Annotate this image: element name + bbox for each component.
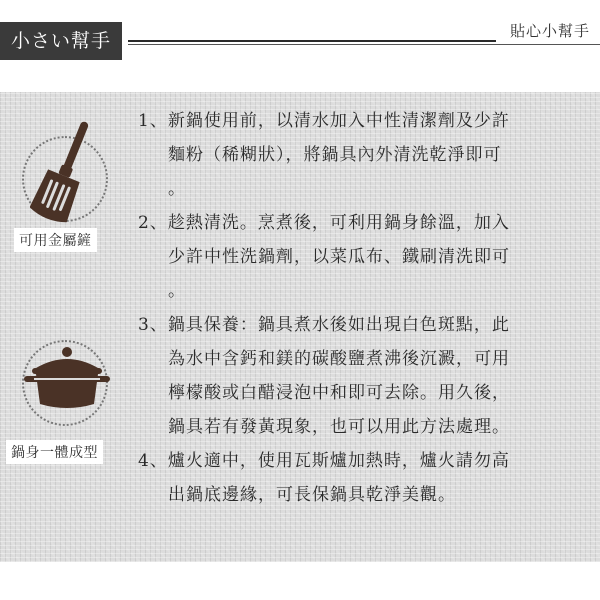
- tip-line: 鍋具若有發黃現象，也可以用此方法處理。: [168, 417, 510, 437]
- tip-line: 少許中性洗鍋劑，以菜瓜布、鐵刷清洗即可: [168, 247, 510, 267]
- header-tag: 小さい幫手: [0, 22, 122, 60]
- tip-line: 。: [168, 179, 186, 199]
- side-label-metal-spatula: 可用金屬鏟: [14, 228, 97, 252]
- header-divider-thick: [128, 40, 496, 42]
- tip-line: 出鍋底邊緣，可長保鍋具乾淨美觀。: [168, 485, 456, 505]
- side-item-one-piece-pot: [0, 338, 130, 468]
- spatula-icon: [30, 118, 100, 228]
- tip-line: 4、爐火適中，使用瓦斯爐加熱時，爐火請勿高: [138, 451, 510, 471]
- header-divider-thin: [128, 44, 600, 45]
- pot-icon: [22, 344, 112, 414]
- tip-line: 2、趁熱清洗。烹煮後，可利用鍋身餘溫，加入: [138, 213, 510, 233]
- tip-line: 1、新鍋使用前，以清水加入中性清潔劑及少許: [138, 111, 510, 131]
- tip-line: 。: [168, 281, 186, 301]
- tip-line: 檸檬酸或白醋浸泡中和即可去除。用久後，: [168, 383, 510, 403]
- side-label-one-piece-pot: 鍋身一體成型: [6, 440, 103, 464]
- tip-line: 為水中含鈣和鎂的碳酸鹽煮沸後沉澱，可用: [168, 349, 510, 369]
- side-item-metal-spatula: [0, 118, 130, 258]
- tip-line: 麵粉（稀糊狀），將鍋具內外清洗乾淨即可: [168, 145, 502, 165]
- header-subtitle: 貼心小幫手: [509, 22, 590, 40]
- page-header: [0, 0, 600, 64]
- tip-line: 3、鍋具保養：鍋具煮水後如出現白色斑點，此: [138, 315, 510, 335]
- tips-list: [138, 104, 588, 512]
